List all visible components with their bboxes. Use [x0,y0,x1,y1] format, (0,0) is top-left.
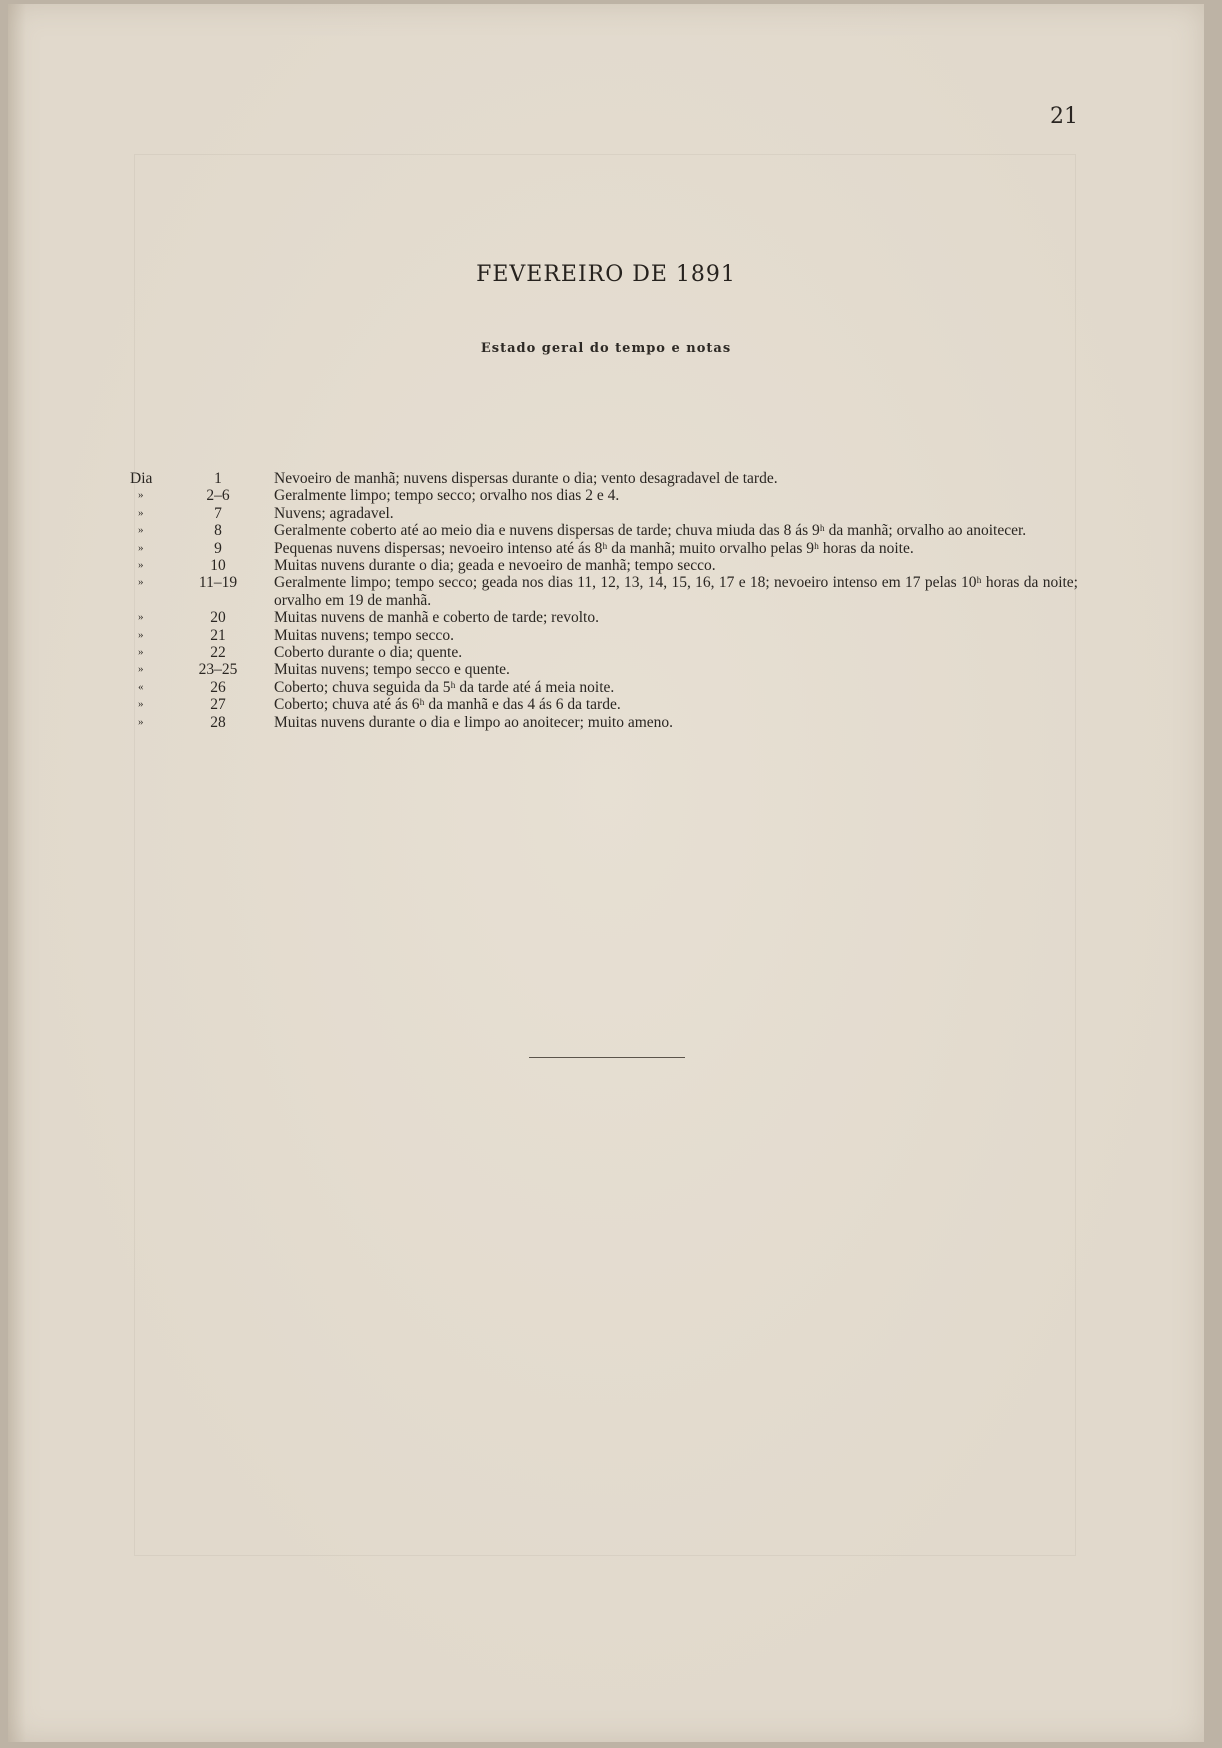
list-item [8,696,1204,713]
row-label: » [138,715,144,728]
row-label: » [138,663,144,676]
page-number: 21 [1050,104,1078,129]
section-subtitle: Estado geral do tempo e notas [480,341,732,356]
list-item [8,505,1204,522]
row-day: 21 [210,626,226,644]
row-day: 9 [214,539,222,557]
row-day: 2–6 [206,487,230,505]
list-item [8,540,1204,557]
row-label: Dia [130,470,153,487]
row-day: 20 [210,609,226,627]
row-note: Pequenas nuvens dispersas; nevoeiro intenso até ás 8ʰ da manhã; muito orvalho pelas 9ʰ horas da noite. [274,539,914,557]
row-label: » [138,559,144,572]
document-page [8,4,1204,1742]
row-note: Geralmente limpo; tempo secco; geada nos dias 11, 12, 13, 14, 15, 16, 17 e 18; nevoeiro intenso em 17 pelas 10ʰ horas da noite; orvalho em 19 de manhã. [274,574,1078,609]
row-label: » [138,611,144,624]
section-divider [529,1057,685,1058]
list-item [8,714,1204,731]
row-note: Coberto; chuva seguida da 5ʰ da tarde até á meia noite. [274,678,615,696]
row-label: » [138,506,144,519]
row-note: Muitas nuvens de manhã e coberto de tarde; revolto. [274,609,599,627]
row-day: 22 [210,644,226,662]
list-item [8,522,1204,539]
list-item [8,574,1204,609]
row-note: Muitas nuvens; tempo secco e quente. [274,661,510,679]
row-day: 1 [214,470,222,487]
weather-notes-list [8,470,1204,731]
row-day: 28 [210,713,226,731]
row-day: 26 [210,678,226,696]
list-item [8,470,1204,487]
row-note: Muitas nuvens durante o dia e limpo ao anoitecer; muito ameno. [274,713,674,731]
row-note: Nuvens; agradavel. [274,504,394,522]
list-item [8,627,1204,644]
list-item [8,661,1204,678]
row-label: » [138,698,144,711]
row-day: 8 [214,522,222,540]
row-day: 23–25 [198,661,238,679]
show-through-frame [134,154,1076,1556]
row-note: Coberto durante o dia; quente. [274,644,463,662]
row-label: » [138,541,144,554]
list-item [8,557,1204,574]
row-day: 10 [210,557,226,575]
row-note: Geralmente limpo; tempo secco; orvalho nos dias 2 e 4. [274,487,620,505]
row-label: « [138,680,144,693]
row-label: » [138,489,144,502]
row-label: » [138,628,144,641]
row-note: Muitas nuvens; tempo secco. [274,626,454,644]
list-item [8,609,1204,626]
list-item [8,644,1204,661]
row-label: » [138,524,144,537]
row-day: 7 [214,504,222,522]
row-label: » [138,576,144,589]
row-day: 11–19 [198,574,238,592]
page-title: FEVEREIRO DE 1891 [476,262,736,287]
row-day: 27 [210,696,226,714]
row-note: Coberto; chuva até ás 6ʰ da manhã e das 4 ás 6 da tarde. [274,696,621,714]
row-note: Nevoeiro de manhã; nuvens dispersas durante o dia; vento desagradavel de tarde. [274,470,778,487]
row-note: Geralmente coberto até ao meio dia e nuvens dispersas de tarde; chuva miuda das 8 ás 9ʰ da manhã; orvalho ao anoitecer. [274,522,1027,540]
row-note: Muitas nuvens durante o dia; geada e nevoeiro de manhã; tempo secco. [274,557,716,575]
list-item [8,487,1204,504]
list-item [8,679,1204,696]
row-label: » [138,646,144,659]
